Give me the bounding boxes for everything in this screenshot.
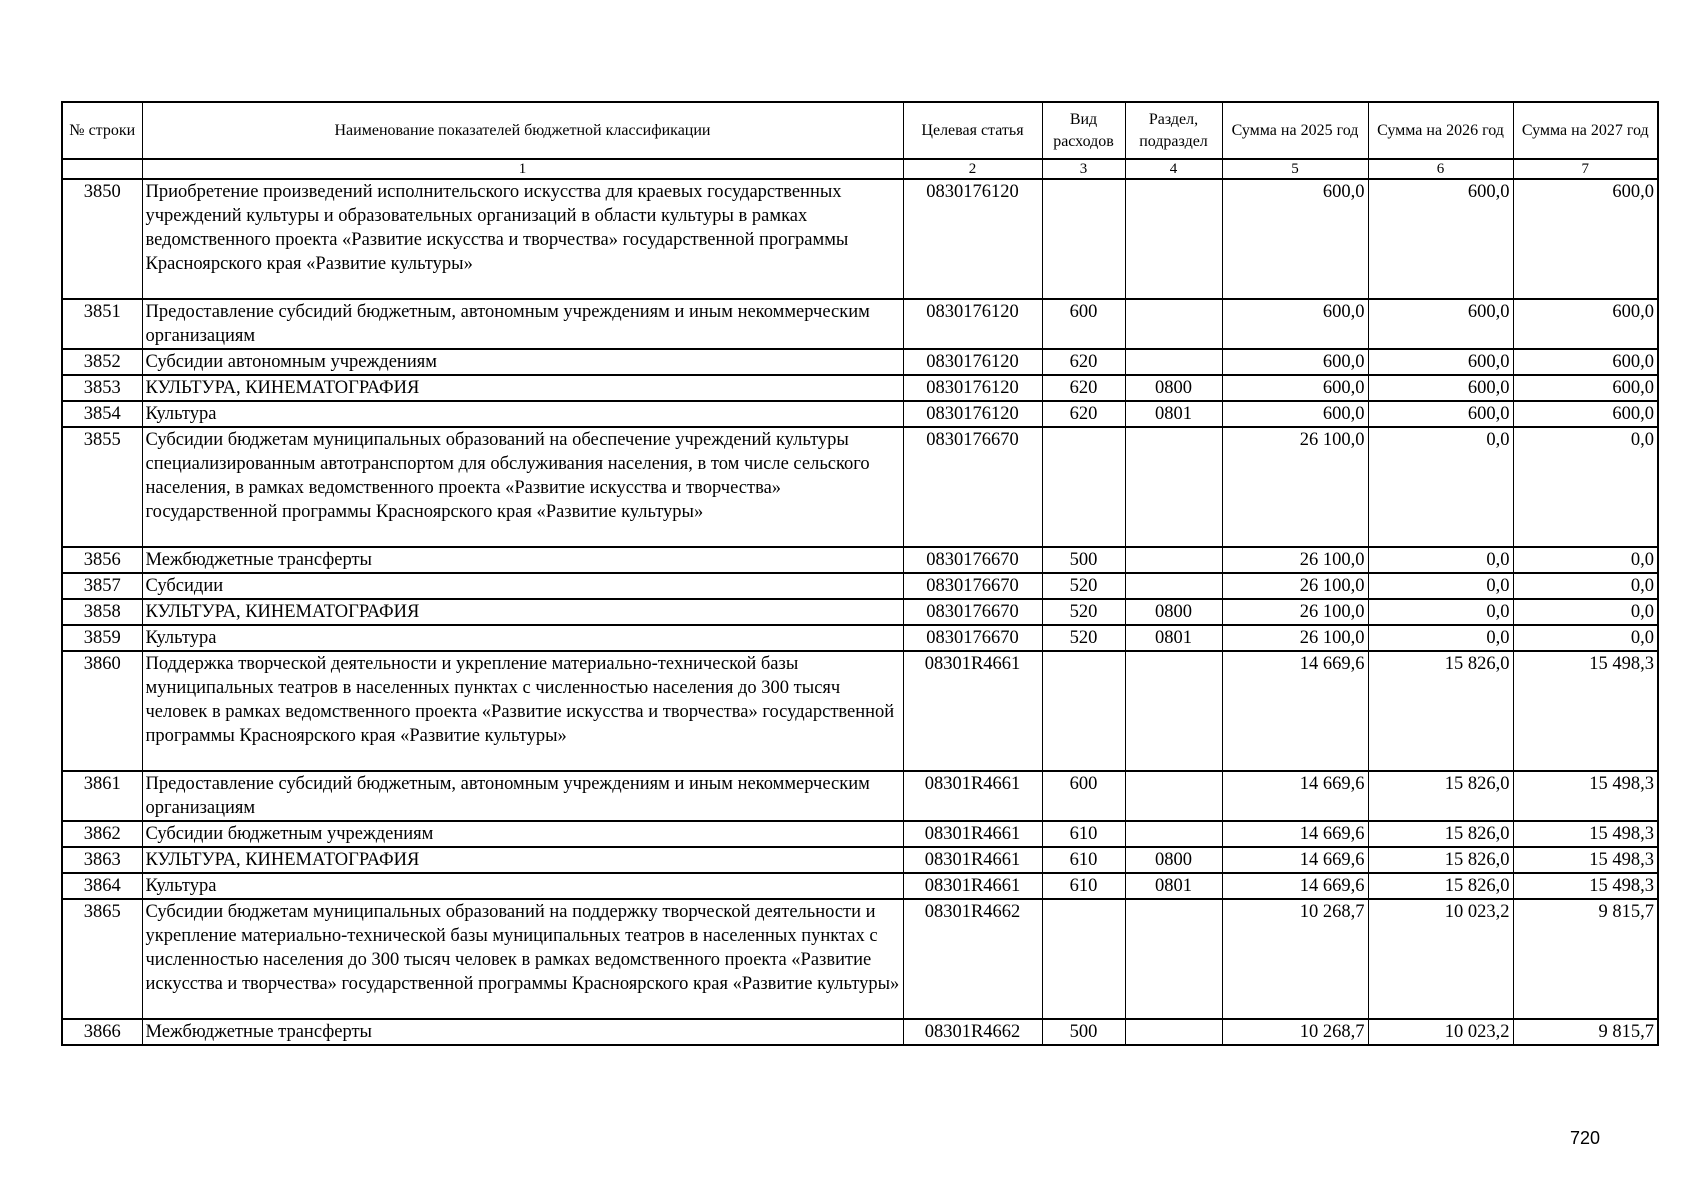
indicator-name-cell: Субсидии бюджетным учреждениям — [142, 821, 903, 847]
sum-2025-cell: 26 100,0 — [1222, 599, 1368, 625]
row-number-cell: 3861 — [62, 771, 142, 821]
sum-2027-cell: 15 498,3 — [1513, 873, 1658, 899]
header-expense-type: Вид расходов — [1042, 102, 1125, 159]
target-item-cell: 0830176120 — [903, 401, 1042, 427]
header-name: Наименование показателей бюджетной классификации — [142, 102, 903, 159]
sum-2025-cell: 14 669,6 — [1222, 651, 1368, 771]
indicator-name-cell: Культура — [142, 625, 903, 651]
table-row — [62, 771, 1658, 821]
section-cell — [1125, 349, 1222, 375]
indicator-name-cell: Приобретение произведений исполнительского искусства для краевых государственных учреждений культуры и образовательных организаций в области культуры в рамках ведомственного проекта «Развитие искусства и творчества» государственной программы Красноярского края «Развитие культуры» — [142, 179, 903, 299]
table-row — [62, 651, 1658, 771]
indicator-name-cell: КУЛЬТУРА, КИНЕМАТОГРАФИЯ — [142, 599, 903, 625]
header-row — [62, 102, 1658, 159]
sum-2027-cell: 600,0 — [1513, 349, 1658, 375]
indicator-name-cell: Поддержка творческой деятельности и укрепление материально-технической базы муниципальных театров в населенных пунктах с численностью населения до 300 тысяч человек в рамках ведомственного проекта «Развитие искусства и творчества» государственной программы Красноярского края «Развитие культуры» — [142, 651, 903, 771]
indicator-name-cell: Субсидии бюджетам муниципальных образований на обеспечение учреждений культуры специализированным автотранспортом для обслуживания населения, в том числе сельского населения, в рамках ведомственного проекта «Развитие искусства и творчества» государственной программы Красноярского края «Развитие культуры» — [142, 427, 903, 547]
table-row — [62, 427, 1658, 547]
section-cell — [1125, 573, 1222, 599]
column-number: 7 — [1513, 159, 1658, 179]
expense-type-cell: 620 — [1042, 349, 1125, 375]
sum-2026-cell: 10 023,2 — [1368, 1019, 1513, 1045]
row-number-cell: 3856 — [62, 547, 142, 573]
sum-2027-cell: 15 498,3 — [1513, 771, 1658, 821]
sum-2026-cell: 600,0 — [1368, 349, 1513, 375]
expense-type-cell: 520 — [1042, 599, 1125, 625]
sum-2026-cell: 15 826,0 — [1368, 873, 1513, 899]
sum-2025-cell: 600,0 — [1222, 349, 1368, 375]
sum-2026-cell: 600,0 — [1368, 299, 1513, 349]
section-cell: 0801 — [1125, 401, 1222, 427]
header-row-no: № строки — [62, 102, 142, 159]
header-sum-2027: Сумма на 2027 год — [1513, 102, 1658, 159]
section-cell: 0800 — [1125, 375, 1222, 401]
indicator-name-cell: Межбюджетные трансферты — [142, 1019, 903, 1045]
row-number-cell: 3850 — [62, 179, 142, 299]
sum-2027-cell: 600,0 — [1513, 375, 1658, 401]
target-item-cell: 0830176120 — [903, 375, 1042, 401]
section-cell — [1125, 299, 1222, 349]
sum-2027-cell: 15 498,3 — [1513, 847, 1658, 873]
sum-2027-cell: 0,0 — [1513, 547, 1658, 573]
sum-2025-cell: 10 268,7 — [1222, 1019, 1368, 1045]
row-number-cell: 3858 — [62, 599, 142, 625]
indicator-name-cell: Субсидии автономным учреждениям — [142, 349, 903, 375]
expense-type-cell: 610 — [1042, 821, 1125, 847]
expense-type-cell — [1042, 427, 1125, 547]
indicator-name-cell: Субсидии бюджетам муниципальных образований на поддержку творческой деятельности и укрепление материально-технической базы муниципальных театров в населенных пунктах с численностью населения до 300 тысяч человек в рамках ведомственного проекта «Развитие искусства и творчества» государственной программы Красноярского края «Развитие культуры» — [142, 899, 903, 1019]
expense-type-cell: 610 — [1042, 873, 1125, 899]
sum-2026-cell: 600,0 — [1368, 401, 1513, 427]
target-item-cell: 08301R4661 — [903, 771, 1042, 821]
indicator-name-cell: Культура — [142, 873, 903, 899]
sum-2027-cell: 600,0 — [1513, 179, 1658, 299]
expense-type-cell: 520 — [1042, 625, 1125, 651]
target-item-cell: 0830176120 — [903, 299, 1042, 349]
table-row — [62, 599, 1658, 625]
table-row — [62, 847, 1658, 873]
section-cell — [1125, 899, 1222, 1019]
target-item-cell: 08301R4662 — [903, 899, 1042, 1019]
table-row — [62, 179, 1658, 299]
table-row — [62, 547, 1658, 573]
target-item-cell: 0830176670 — [903, 547, 1042, 573]
header-target-item: Целевая статья — [903, 102, 1042, 159]
sum-2026-cell: 15 826,0 — [1368, 651, 1513, 771]
sum-2025-cell: 600,0 — [1222, 179, 1368, 299]
expense-type-cell: 620 — [1042, 401, 1125, 427]
section-cell — [1125, 427, 1222, 547]
table-row — [62, 401, 1658, 427]
target-item-cell: 0830176670 — [903, 573, 1042, 599]
sum-2027-cell: 0,0 — [1513, 599, 1658, 625]
sum-2026-cell: 600,0 — [1368, 179, 1513, 299]
indicator-name-cell: Предоставление субсидий бюджетным, автономным учреждениям и иным некоммерческим организациям — [142, 771, 903, 821]
section-cell: 0801 — [1125, 625, 1222, 651]
column-number: 3 — [1042, 159, 1125, 179]
row-number-cell: 3853 — [62, 375, 142, 401]
target-item-cell: 08301R4661 — [903, 651, 1042, 771]
expense-type-cell: 520 — [1042, 573, 1125, 599]
expense-type-cell: 620 — [1042, 375, 1125, 401]
sum-2025-cell: 14 669,6 — [1222, 873, 1368, 899]
row-number-cell: 3859 — [62, 625, 142, 651]
sum-2026-cell: 15 826,0 — [1368, 771, 1513, 821]
table-row — [62, 299, 1658, 349]
sum-2027-cell: 9 815,7 — [1513, 1019, 1658, 1045]
target-item-cell: 08301R4661 — [903, 847, 1042, 873]
sum-2025-cell: 14 669,6 — [1222, 821, 1368, 847]
expense-type-cell: 600 — [1042, 299, 1125, 349]
sum-2025-cell: 14 669,6 — [1222, 771, 1368, 821]
column-number-row — [62, 159, 1658, 179]
target-item-cell: 08301R4661 — [903, 821, 1042, 847]
row-number-cell: 3864 — [62, 873, 142, 899]
target-item-cell: 08301R4662 — [903, 1019, 1042, 1045]
sum-2026-cell: 0,0 — [1368, 599, 1513, 625]
target-item-cell: 0830176120 — [903, 349, 1042, 375]
target-item-cell: 0830176670 — [903, 427, 1042, 547]
row-number-cell: 3855 — [62, 427, 142, 547]
expense-type-cell — [1042, 179, 1125, 299]
row-number-cell: 3865 — [62, 899, 142, 1019]
indicator-name-cell: Культура — [142, 401, 903, 427]
target-item-cell: 0830176120 — [903, 179, 1042, 299]
section-cell — [1125, 1019, 1222, 1045]
sum-2026-cell: 0,0 — [1368, 547, 1513, 573]
sum-2026-cell: 15 826,0 — [1368, 847, 1513, 873]
row-number-cell: 3862 — [62, 821, 142, 847]
column-number: 6 — [1368, 159, 1513, 179]
header-sum-2026: Сумма на 2026 год — [1368, 102, 1513, 159]
sum-2027-cell: 0,0 — [1513, 573, 1658, 599]
sum-2026-cell: 600,0 — [1368, 375, 1513, 401]
row-number-cell: 3860 — [62, 651, 142, 771]
table-row — [62, 899, 1658, 1019]
expense-type-cell: 610 — [1042, 847, 1125, 873]
target-item-cell: 0830176670 — [903, 599, 1042, 625]
row-number-cell: 3866 — [62, 1019, 142, 1045]
sum-2025-cell: 600,0 — [1222, 299, 1368, 349]
section-cell: 0800 — [1125, 847, 1222, 873]
page-number: 720 — [1569, 1128, 1601, 1148]
indicator-name-cell: КУЛЬТУРА, КИНЕМАТОГРАФИЯ — [142, 375, 903, 401]
budget-table — [61, 101, 1659, 1046]
sum-2027-cell: 15 498,3 — [1513, 821, 1658, 847]
header-sum-2025: Сумма на 2025 год — [1222, 102, 1368, 159]
expense-type-cell: 600 — [1042, 771, 1125, 821]
expense-type-cell: 500 — [1042, 547, 1125, 573]
sum-2026-cell: 15 826,0 — [1368, 821, 1513, 847]
sum-2027-cell: 0,0 — [1513, 625, 1658, 651]
row-number-cell: 3857 — [62, 573, 142, 599]
section-cell — [1125, 651, 1222, 771]
sum-2027-cell: 0,0 — [1513, 427, 1658, 547]
section-cell — [1125, 547, 1222, 573]
table-row — [62, 573, 1658, 599]
indicator-name-cell: Межбюджетные трансферты — [142, 547, 903, 573]
row-number-cell: 3854 — [62, 401, 142, 427]
indicator-name-cell: КУЛЬТУРА, КИНЕМАТОГРАФИЯ — [142, 847, 903, 873]
column-number: 4 — [1125, 159, 1222, 179]
table-row — [62, 625, 1658, 651]
row-number-cell: 3851 — [62, 299, 142, 349]
sum-2025-cell: 26 100,0 — [1222, 625, 1368, 651]
row-number-cell: 3852 — [62, 349, 142, 375]
sum-2026-cell: 0,0 — [1368, 625, 1513, 651]
sum-2025-cell: 26 100,0 — [1222, 547, 1368, 573]
table-row — [62, 375, 1658, 401]
expense-type-cell — [1042, 651, 1125, 771]
sum-2027-cell: 15 498,3 — [1513, 651, 1658, 771]
column-number — [62, 159, 142, 179]
expense-type-cell: 500 — [1042, 1019, 1125, 1045]
sum-2026-cell: 0,0 — [1368, 427, 1513, 547]
sum-2027-cell: 600,0 — [1513, 299, 1658, 349]
section-cell: 0800 — [1125, 599, 1222, 625]
section-cell — [1125, 821, 1222, 847]
sum-2025-cell: 10 268,7 — [1222, 899, 1368, 1019]
sum-2025-cell: 14 669,6 — [1222, 847, 1368, 873]
header-section: Раздел, подраздел — [1125, 102, 1222, 159]
table-row — [62, 821, 1658, 847]
table-body — [62, 179, 1658, 1045]
target-item-cell: 0830176670 — [903, 625, 1042, 651]
row-number-cell: 3863 — [62, 847, 142, 873]
expense-type-cell — [1042, 899, 1125, 1019]
indicator-name-cell: Предоставление субсидий бюджетным, автономным учреждениям и иным некоммерческим организациям — [142, 299, 903, 349]
section-cell: 0801 — [1125, 873, 1222, 899]
sum-2025-cell: 26 100,0 — [1222, 573, 1368, 599]
table-row — [62, 1019, 1658, 1045]
table-row — [62, 873, 1658, 899]
sum-2026-cell: 10 023,2 — [1368, 899, 1513, 1019]
table-row — [62, 349, 1658, 375]
sum-2027-cell: 9 815,7 — [1513, 899, 1658, 1019]
column-number: 1 — [142, 159, 903, 179]
sum-2027-cell: 600,0 — [1513, 401, 1658, 427]
sum-2025-cell: 600,0 — [1222, 401, 1368, 427]
sum-2025-cell: 26 100,0 — [1222, 427, 1368, 547]
target-item-cell: 08301R4661 — [903, 873, 1042, 899]
column-number: 5 — [1222, 159, 1368, 179]
section-cell — [1125, 771, 1222, 821]
section-cell — [1125, 179, 1222, 299]
indicator-name-cell: Субсидии — [142, 573, 903, 599]
column-number: 2 — [903, 159, 1042, 179]
sum-2026-cell: 0,0 — [1368, 573, 1513, 599]
sum-2025-cell: 600,0 — [1222, 375, 1368, 401]
